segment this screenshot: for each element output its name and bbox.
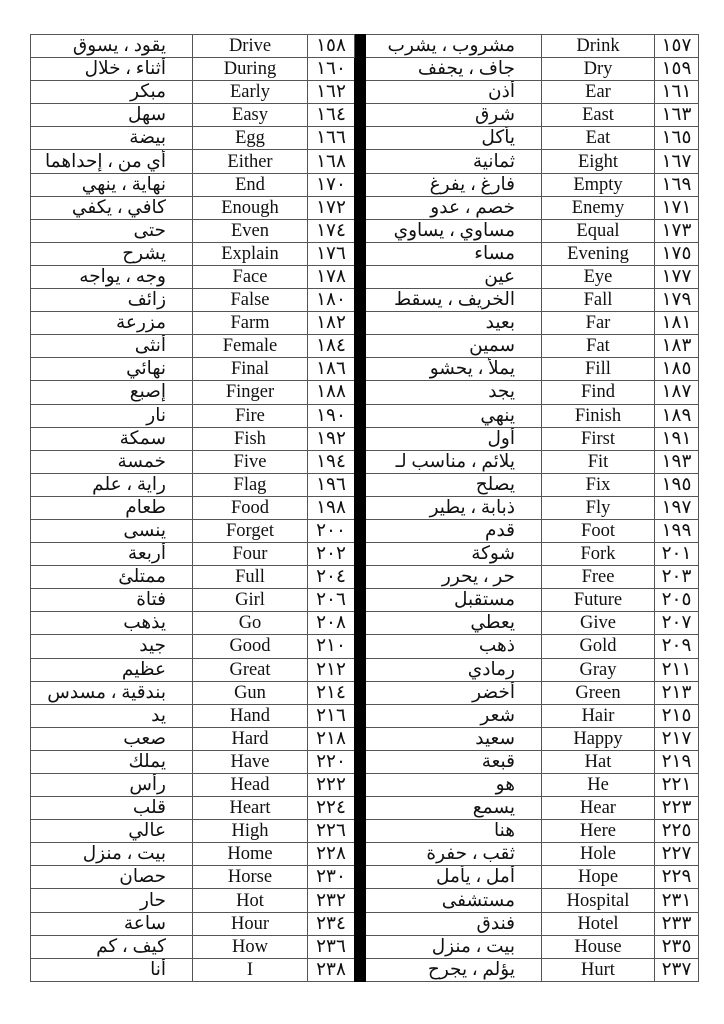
right-number-cell: ١٩١ — [655, 427, 699, 450]
left-number-cell: ٢٢٨ — [308, 843, 355, 866]
vocabulary-sheet — [30, 34, 698, 982]
left-arabic-cell: بيضة — [31, 127, 193, 150]
right-number-cell: ٢١٥ — [655, 704, 699, 727]
left-number-cell: ٢٠٦ — [308, 589, 355, 612]
right-english-cell: Hear — [542, 797, 655, 820]
right-arabic-cell: قبعة — [366, 750, 542, 773]
left-english-cell: Enough — [193, 196, 308, 219]
right-number-cell: ١٨٧ — [655, 381, 699, 404]
right-english-cell: Gray — [542, 658, 655, 681]
left-english-cell: Explain — [193, 242, 308, 265]
left-number-cell: ١٩٠ — [308, 404, 355, 427]
right-english-cell: First — [542, 427, 655, 450]
left-number-cell: ١٦٤ — [308, 104, 355, 127]
left-english-cell: Have — [193, 750, 308, 773]
left-arabic-cell: طعام — [31, 496, 193, 519]
right-english-cell: Foot — [542, 519, 655, 542]
left-arabic-cell: إصبع — [31, 381, 193, 404]
right-number-cell: ١٩٥ — [655, 473, 699, 496]
right-arabic-cell: يملأ ، يحشو — [366, 358, 542, 381]
right-english-cell: Dry — [542, 58, 655, 81]
left-number-cell: ٢١٢ — [308, 658, 355, 681]
right-arabic-cell: قدم — [366, 519, 542, 542]
right-number-cell: ٢١٩ — [655, 750, 699, 773]
left-arabic-cell: مبكر — [31, 81, 193, 104]
left-number-cell: ٢٣٦ — [308, 935, 355, 958]
right-number-cell: ٢١٧ — [655, 727, 699, 750]
left-number-cell: ١٧٨ — [308, 265, 355, 288]
left-arabic-cell: يد — [31, 704, 193, 727]
left-arabic-cell: بندقية ، مسدس — [31, 681, 193, 704]
right-english-cell: Fly — [542, 496, 655, 519]
right-arabic-cell: شرق — [366, 104, 542, 127]
left-arabic-cell: حار — [31, 889, 193, 912]
right-english-cell: Drink — [542, 35, 655, 58]
left-number-cell: ٢١٠ — [308, 635, 355, 658]
right-number-cell: ٢٢٧ — [655, 843, 699, 866]
right-number-cell: ١٧٥ — [655, 242, 699, 265]
left-english-cell: High — [193, 820, 308, 843]
left-arabic-cell: يملك — [31, 750, 193, 773]
left-number-cell: ٢١٦ — [308, 704, 355, 727]
left-arabic-cell: راية ، علم — [31, 473, 193, 496]
right-english-cell: Fall — [542, 289, 655, 312]
left-english-cell: I — [193, 958, 308, 981]
right-english-cell: Hope — [542, 866, 655, 889]
left-number-cell: ٢٣٤ — [308, 912, 355, 935]
right-arabic-cell: ثمانية — [366, 150, 542, 173]
right-number-cell: ١٦٧ — [655, 150, 699, 173]
right-number-cell: ٢١٣ — [655, 681, 699, 704]
left-number-cell: ٢٢٤ — [308, 797, 355, 820]
right-arabic-cell: فارغ ، يفرغ — [366, 173, 542, 196]
right-arabic-cell: ذهب — [366, 635, 542, 658]
right-arabic-cell: يأكل — [366, 127, 542, 150]
right-number-cell: ٢٣٣ — [655, 912, 699, 935]
left-number-cell: ٢٢٦ — [308, 820, 355, 843]
right-arabic-cell: سعيد — [366, 727, 542, 750]
left-english-cell: During — [193, 58, 308, 81]
right-number-cell: ١٧٣ — [655, 219, 699, 242]
right-english-cell: Give — [542, 612, 655, 635]
left-number-cell: ٢١٤ — [308, 681, 355, 704]
right-english-cell: Fat — [542, 335, 655, 358]
right-english-cell: Gold — [542, 635, 655, 658]
left-english-cell: Farm — [193, 312, 308, 335]
left-english-cell: How — [193, 935, 308, 958]
right-number-cell: ٢٢١ — [655, 774, 699, 797]
column-divider-bar — [355, 35, 366, 982]
right-arabic-cell: مستشفى — [366, 889, 542, 912]
left-arabic-cell: صعب — [31, 727, 193, 750]
right-english-cell: Finish — [542, 404, 655, 427]
left-arabic-cell: بيت ، منزل — [31, 843, 193, 866]
right-number-cell: ٢٢٥ — [655, 820, 699, 843]
left-number-cell: ٢٣٠ — [308, 866, 355, 889]
right-arabic-cell: أمل ، يأمل — [366, 866, 542, 889]
left-number-cell: ٢٠٤ — [308, 566, 355, 589]
right-number-cell: ١٩٧ — [655, 496, 699, 519]
left-number-cell: ١٨٠ — [308, 289, 355, 312]
left-arabic-cell: مزرعة — [31, 312, 193, 335]
right-english-cell: Hospital — [542, 889, 655, 912]
right-number-cell: ١٦٣ — [655, 104, 699, 127]
right-number-cell: ٢٣٥ — [655, 935, 699, 958]
left-number-cell: ١٧٦ — [308, 242, 355, 265]
right-english-cell: Future — [542, 589, 655, 612]
left-number-cell: ١٩٦ — [308, 473, 355, 496]
right-number-cell: ١٨٣ — [655, 335, 699, 358]
left-number-cell: ٢٣٨ — [308, 958, 355, 981]
left-number-cell: ٢٢٢ — [308, 774, 355, 797]
right-arabic-cell: يلائم ، مناسب لـ — [366, 450, 542, 473]
right-arabic-cell: عين — [366, 265, 542, 288]
right-english-cell: Free — [542, 566, 655, 589]
left-english-cell: Either — [193, 150, 308, 173]
left-number-cell: ١٦٢ — [308, 81, 355, 104]
left-english-cell: Even — [193, 219, 308, 242]
left-english-cell: Hour — [193, 912, 308, 935]
left-arabic-cell: يذهب — [31, 612, 193, 635]
right-arabic-cell: بيت ، منزل — [366, 935, 542, 958]
right-number-cell: ١٦٩ — [655, 173, 699, 196]
left-english-cell: Head — [193, 774, 308, 797]
right-english-cell: Hat — [542, 750, 655, 773]
left-english-cell: False — [193, 289, 308, 312]
left-english-cell: Final — [193, 358, 308, 381]
left-english-cell: Finger — [193, 381, 308, 404]
left-number-cell: ١٩٤ — [308, 450, 355, 473]
left-arabic-cell: يقود ، يسوق — [31, 35, 193, 58]
left-number-cell: ٢٠٨ — [308, 612, 355, 635]
left-arabic-cell: سهل — [31, 104, 193, 127]
left-english-cell: Flag — [193, 473, 308, 496]
left-arabic-cell: حصان — [31, 866, 193, 889]
right-english-cell: Green — [542, 681, 655, 704]
left-english-cell: Full — [193, 566, 308, 589]
right-arabic-cell: هو — [366, 774, 542, 797]
left-arabic-cell: أثناء ، خلال — [31, 58, 193, 81]
right-arabic-cell: رمادي — [366, 658, 542, 681]
left-english-cell: Gun — [193, 681, 308, 704]
left-number-cell: ١٦٠ — [308, 58, 355, 81]
left-number-cell: ١٨٨ — [308, 381, 355, 404]
left-number-cell: ١٨٤ — [308, 335, 355, 358]
right-arabic-cell: خصم ، عدو — [366, 196, 542, 219]
right-arabic-cell: هنا — [366, 820, 542, 843]
left-arabic-cell: قلب — [31, 797, 193, 820]
right-arabic-cell: مساء — [366, 242, 542, 265]
left-number-cell: ١٨٢ — [308, 312, 355, 335]
left-number-cell: ١٧٤ — [308, 219, 355, 242]
left-arabic-cell: نهاية ، ينهي — [31, 173, 193, 196]
right-number-cell: ٢٣٧ — [655, 958, 699, 981]
right-number-cell: ١٥٩ — [655, 58, 699, 81]
left-english-cell: Easy — [193, 104, 308, 127]
right-english-cell: Here — [542, 820, 655, 843]
left-english-cell: Egg — [193, 127, 308, 150]
right-english-cell: Happy — [542, 727, 655, 750]
left-arabic-cell: زائف — [31, 289, 193, 312]
right-english-cell: Hotel — [542, 912, 655, 935]
vocabulary-table — [30, 34, 699, 982]
right-english-cell: Far — [542, 312, 655, 335]
right-english-cell: Eye — [542, 265, 655, 288]
left-arabic-cell: رأس — [31, 774, 193, 797]
right-arabic-cell: ينهي — [366, 404, 542, 427]
right-english-cell: Hair — [542, 704, 655, 727]
right-number-cell: ٢٢٩ — [655, 866, 699, 889]
left-number-cell: ١٧٢ — [308, 196, 355, 219]
right-number-cell: ٢٠٩ — [655, 635, 699, 658]
left-english-cell: Drive — [193, 35, 308, 58]
right-english-cell: House — [542, 935, 655, 958]
right-arabic-cell: يعطي — [366, 612, 542, 635]
left-number-cell: ٢٠٠ — [308, 519, 355, 542]
left-number-cell: ١٩٢ — [308, 427, 355, 450]
left-number-cell: ١٨٦ — [308, 358, 355, 381]
right-english-cell: Eat — [542, 127, 655, 150]
left-arabic-cell: سمكة — [31, 427, 193, 450]
left-english-cell: Hot — [193, 889, 308, 912]
right-english-cell: Enemy — [542, 196, 655, 219]
right-arabic-cell: حر ، يحرر — [366, 566, 542, 589]
right-english-cell: Fit — [542, 450, 655, 473]
right-english-cell: Hurt — [542, 958, 655, 981]
right-arabic-cell: بعيد — [366, 312, 542, 335]
left-arabic-cell: عالي — [31, 820, 193, 843]
right-arabic-cell: فندق — [366, 912, 542, 935]
right-number-cell: ١٩٣ — [655, 450, 699, 473]
right-number-cell: ١٥٧ — [655, 35, 699, 58]
left-english-cell: Good — [193, 635, 308, 658]
left-english-cell: Hand — [193, 704, 308, 727]
right-number-cell: ١٧١ — [655, 196, 699, 219]
left-english-cell: Face — [193, 265, 308, 288]
left-english-cell: Fire — [193, 404, 308, 427]
right-arabic-cell: يجد — [366, 381, 542, 404]
right-arabic-cell: مساوي ، يساوي — [366, 219, 542, 242]
left-arabic-cell: ساعة — [31, 912, 193, 935]
right-arabic-cell: يؤلم ، يجرح — [366, 958, 542, 981]
left-arabic-cell: أي من ، إحداهما — [31, 150, 193, 173]
left-english-cell: Heart — [193, 797, 308, 820]
left-arabic-cell: ينسى — [31, 519, 193, 542]
left-arabic-cell: فتاة — [31, 589, 193, 612]
right-arabic-cell: يسمع — [366, 797, 542, 820]
table-row — [31, 35, 699, 58]
left-arabic-cell: نهائي — [31, 358, 193, 381]
right-arabic-cell: أخضر — [366, 681, 542, 704]
left-english-cell: Five — [193, 450, 308, 473]
right-number-cell: ١٩٩ — [655, 519, 699, 542]
left-arabic-cell: وجه ، يواجه — [31, 265, 193, 288]
right-arabic-cell: أول — [366, 427, 542, 450]
right-number-cell: ١٦٥ — [655, 127, 699, 150]
right-arabic-cell: مستقبل — [366, 589, 542, 612]
left-english-cell: Go — [193, 612, 308, 635]
right-arabic-cell: ثقب ، حفرة — [366, 843, 542, 866]
left-english-cell: Fish — [193, 427, 308, 450]
right-arabic-cell: سمين — [366, 335, 542, 358]
left-english-cell: Girl — [193, 589, 308, 612]
right-number-cell: ٢٣١ — [655, 889, 699, 912]
right-english-cell: East — [542, 104, 655, 127]
right-english-cell: Ear — [542, 81, 655, 104]
right-number-cell: ٢٢٣ — [655, 797, 699, 820]
right-english-cell: Equal — [542, 219, 655, 242]
left-arabic-cell: أنا — [31, 958, 193, 981]
right-english-cell: Evening — [542, 242, 655, 265]
left-arabic-cell: يشرح — [31, 242, 193, 265]
left-number-cell: ٢٣٢ — [308, 889, 355, 912]
left-english-cell: Food — [193, 496, 308, 519]
left-arabic-cell: جيد — [31, 635, 193, 658]
right-english-cell: He — [542, 774, 655, 797]
left-english-cell: Great — [193, 658, 308, 681]
left-english-cell: Hard — [193, 727, 308, 750]
right-number-cell: ٢٠٥ — [655, 589, 699, 612]
right-arabic-cell: شعر — [366, 704, 542, 727]
left-number-cell: ١٧٠ — [308, 173, 355, 196]
left-arabic-cell: أنثى — [31, 335, 193, 358]
right-english-cell: Fix — [542, 473, 655, 496]
left-number-cell: ٢٢٠ — [308, 750, 355, 773]
right-arabic-cell: يصلح — [366, 473, 542, 496]
vocabulary-table-body — [31, 35, 699, 982]
right-number-cell: ٢٠٣ — [655, 566, 699, 589]
left-number-cell: ١٥٨ — [308, 35, 355, 58]
left-english-cell: End — [193, 173, 308, 196]
right-number-cell: ١٨١ — [655, 312, 699, 335]
right-english-cell: Find — [542, 381, 655, 404]
right-number-cell: ٢٠١ — [655, 543, 699, 566]
right-english-cell: Empty — [542, 173, 655, 196]
right-number-cell: ١٨٩ — [655, 404, 699, 427]
right-english-cell: Fill — [542, 358, 655, 381]
left-number-cell: ٢١٨ — [308, 727, 355, 750]
left-number-cell: ١٦٨ — [308, 150, 355, 173]
right-number-cell: ١٧٧ — [655, 265, 699, 288]
left-english-cell: Early — [193, 81, 308, 104]
right-arabic-cell: مشروب ، يشرب — [366, 35, 542, 58]
left-arabic-cell: كافي ، يكفي — [31, 196, 193, 219]
right-number-cell: ٢٠٧ — [655, 612, 699, 635]
left-arabic-cell: خمسة — [31, 450, 193, 473]
left-arabic-cell: كيف ، كم — [31, 935, 193, 958]
right-arabic-cell: جاف ، يجفف — [366, 58, 542, 81]
right-arabic-cell: ذبابة ، يطير — [366, 496, 542, 519]
left-number-cell: ١٩٨ — [308, 496, 355, 519]
right-number-cell: ١٦١ — [655, 81, 699, 104]
right-english-cell: Hole — [542, 843, 655, 866]
left-english-cell: Four — [193, 543, 308, 566]
left-arabic-cell: عظيم — [31, 658, 193, 681]
left-arabic-cell: أربعة — [31, 543, 193, 566]
left-english-cell: Home — [193, 843, 308, 866]
right-english-cell: Fork — [542, 543, 655, 566]
right-number-cell: ١٧٩ — [655, 289, 699, 312]
right-english-cell: Eight — [542, 150, 655, 173]
left-number-cell: ١٦٦ — [308, 127, 355, 150]
left-arabic-cell: حتى — [31, 219, 193, 242]
left-arabic-cell: نار — [31, 404, 193, 427]
right-arabic-cell: أذن — [366, 81, 542, 104]
left-english-cell: Horse — [193, 866, 308, 889]
right-arabic-cell: شوكة — [366, 543, 542, 566]
left-english-cell: Female — [193, 335, 308, 358]
left-english-cell: Forget — [193, 519, 308, 542]
right-number-cell: ٢١١ — [655, 658, 699, 681]
left-arabic-cell: ممتلئ — [31, 566, 193, 589]
right-number-cell: ١٨٥ — [655, 358, 699, 381]
right-arabic-cell: الخريف ، يسقط — [366, 289, 542, 312]
left-number-cell: ٢٠٢ — [308, 543, 355, 566]
